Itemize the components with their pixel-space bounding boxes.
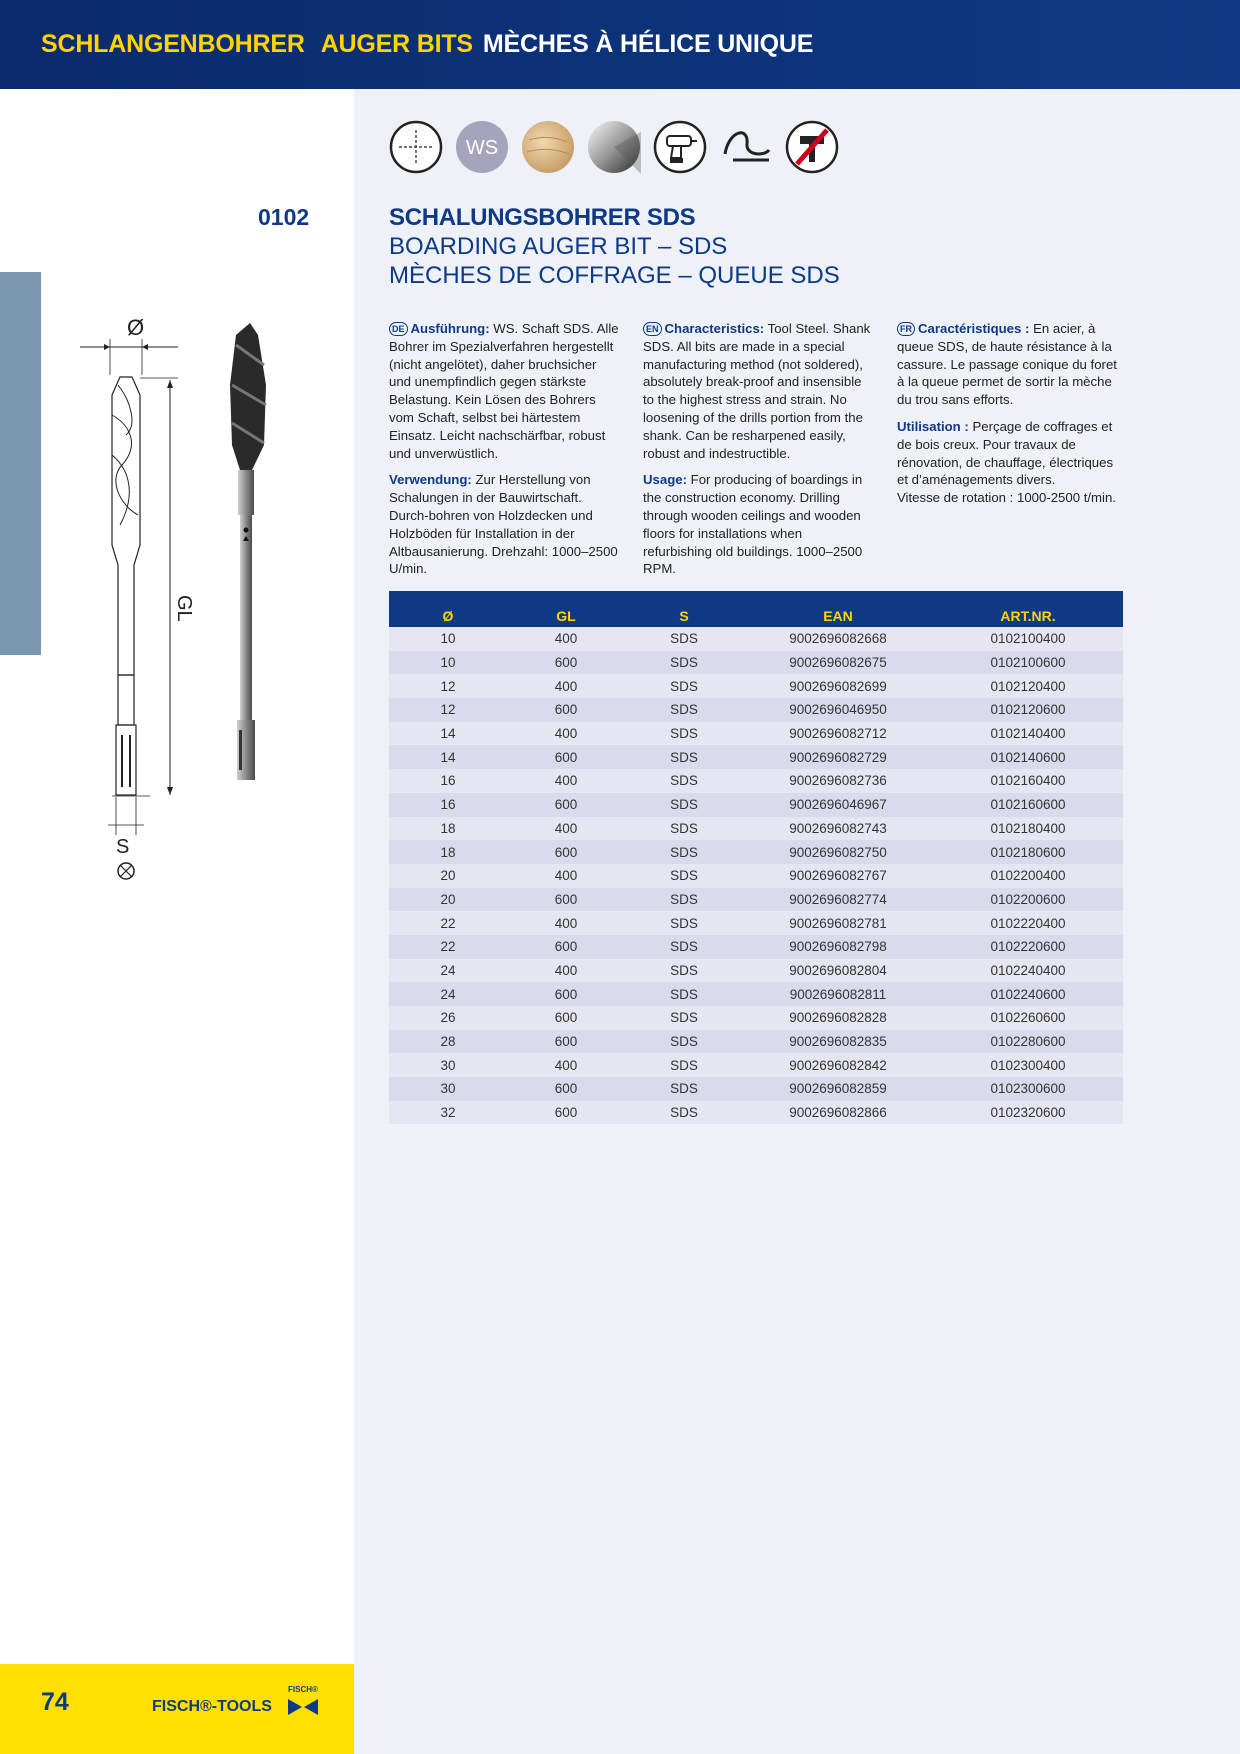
table-cell: 14 [389, 722, 507, 746]
table-cell: 10 [389, 627, 507, 651]
table-cell: 600 [507, 840, 625, 864]
table-cell: 12 [389, 698, 507, 722]
table-cell: SDS [625, 698, 743, 722]
table-cell: SDS [625, 935, 743, 959]
table-row [389, 1077, 1123, 1101]
drill-icon [653, 120, 707, 174]
table-cell: SDS [625, 769, 743, 793]
table-cell: 9002696082729 [743, 745, 933, 769]
feature-icons [389, 120, 839, 174]
side-tab [0, 272, 41, 655]
drill-technical-drawing [60, 305, 300, 885]
table-body [389, 627, 1123, 1124]
brand-name: FISCH®-TOOLS [152, 1698, 272, 1715]
table-cell: 0102300600 [933, 1077, 1123, 1101]
table-cell: 16 [389, 793, 507, 817]
section-title-de: SCHLANGENBOHRER [41, 30, 305, 58]
ws-icon [455, 120, 509, 174]
table-cell: 9002696082804 [743, 959, 933, 983]
desc-de-p2-label: Verwendung: [389, 472, 472, 488]
table-cell: 0102100400 [933, 627, 1123, 651]
desc-en-p1-label: Characteristics: [664, 321, 765, 336]
table-cell: 9002696082828 [743, 1006, 933, 1030]
section-title-en: AUGER BITS [320, 30, 473, 58]
table-cell: 600 [507, 1101, 625, 1125]
table-cell: 0102220400 [933, 911, 1123, 935]
page-footer [0, 1664, 354, 1754]
table-cell: 16 [389, 769, 507, 793]
table-cell: 0102280600 [933, 1030, 1123, 1054]
table-cell: SDS [625, 1053, 743, 1077]
desc-fr-p1-label: Caractéristiques : [918, 321, 1030, 336]
product-table [389, 591, 1123, 1124]
table-cell: 600 [507, 982, 625, 1006]
col-header-diameter: Ø [389, 591, 507, 627]
table-cell: 30 [389, 1053, 507, 1077]
desc-de-p2-text: Zur Herstellung von Schalungen in der Bauwirtschaft. Durch-bohren von Holzdecken und Holzböden für Installation in der Altbausanierung. Drehzahl: 1000–2500 U/min. [389, 472, 618, 577]
table-cell: 9002696082842 [743, 1053, 933, 1077]
logo-text: FISCH® [288, 1685, 318, 1694]
desc-de-p1-label: Ausführung: [410, 321, 490, 336]
table-cell: 400 [507, 769, 625, 793]
table-row [389, 911, 1123, 935]
table-cell: 0102120600 [933, 698, 1123, 722]
table-cell: 400 [507, 674, 625, 698]
table-cell: 20 [389, 888, 507, 912]
col-header-art-nr: ART.NR. [933, 591, 1123, 627]
table-cell: 9002696082781 [743, 911, 933, 935]
fisch-logo-icon [286, 1685, 326, 1719]
table-cell: 0102220600 [933, 935, 1123, 959]
table-cell: 9002696082767 [743, 864, 933, 888]
table-cell: 9002696046950 [743, 698, 933, 722]
table-cell: 600 [507, 745, 625, 769]
table-cell: 0102200600 [933, 888, 1123, 912]
table-cell: 0102240400 [933, 959, 1123, 983]
table-cell: SDS [625, 864, 743, 888]
table-cell: SDS [625, 911, 743, 935]
table-row [389, 840, 1123, 864]
table-cell: 9002696082668 [743, 627, 933, 651]
table-cell: 400 [507, 959, 625, 983]
table-cell: 28 [389, 1030, 507, 1054]
table-cell: 0102200400 [933, 864, 1123, 888]
table-cell: 0102240600 [933, 982, 1123, 1006]
table-cell: 18 [389, 840, 507, 864]
table-cell: 9002696082811 [743, 982, 933, 1006]
table-cell: 9002696082798 [743, 935, 933, 959]
desc-de-p1-text: WS. Schaft SDS. Alle Bohrer im Spezialverfahren hergestellt (nicht angelötet), daher bruchsicher und unempfindlich gegen stärkste Belastung. Kein Lösen des Bohrers vom Schaft, selbst bei härtestem Einsatz. Leicht nachschärfbar, robust und unverwüstlich. [389, 321, 619, 461]
table-row [389, 745, 1123, 769]
table-cell: 9002696082866 [743, 1101, 933, 1125]
table-row [389, 817, 1123, 841]
table-cell: 400 [507, 817, 625, 841]
table-cell: 0102260600 [933, 1006, 1123, 1030]
table-cell: 0102100600 [933, 651, 1123, 675]
table-row [389, 1030, 1123, 1054]
no-hammer-icon [785, 120, 839, 174]
crosshair-icon [389, 120, 443, 174]
gl-label: GL [173, 595, 195, 622]
table-cell: SDS [625, 888, 743, 912]
table-row [389, 722, 1123, 746]
lang-badge-fr: FR [897, 322, 915, 336]
table-cell: SDS [625, 674, 743, 698]
table-row [389, 888, 1123, 912]
table-cell: 32 [389, 1101, 507, 1125]
table-cell: SDS [625, 651, 743, 675]
table-cell: 14 [389, 745, 507, 769]
table-cell: 0102160400 [933, 769, 1123, 793]
table-cell: 600 [507, 651, 625, 675]
table-row [389, 1053, 1123, 1077]
table-cell: 600 [507, 793, 625, 817]
auger-tip-icon [719, 120, 773, 174]
table-cell: 0102120400 [933, 674, 1123, 698]
table-cell: 0102140600 [933, 745, 1123, 769]
desc-fr-p2-text: Perçage de coffrages et de bois creux. Pour travaux de rénovation, de chauffage, électriques et d’aménagements divers. [897, 418, 1114, 488]
table-cell: SDS [625, 1077, 743, 1101]
table-cell: 400 [507, 911, 625, 935]
col-header-gl: GL [507, 591, 625, 627]
table-cell: 10 [389, 651, 507, 675]
product-title [389, 203, 840, 290]
table-cell: 600 [507, 1030, 625, 1054]
table-cell: SDS [625, 817, 743, 841]
table-cell: 20 [389, 864, 507, 888]
lang-badge-de: DE [389, 322, 408, 336]
desc-fr-p2-label: Utilisation : [897, 418, 969, 434]
table-cell: 9002696082675 [743, 651, 933, 675]
table-cell: 24 [389, 982, 507, 1006]
table-row [389, 793, 1123, 817]
table-cell: 9002696082712 [743, 722, 933, 746]
table-row [389, 1006, 1123, 1030]
section-title [41, 30, 813, 59]
table-cell: 0102180400 [933, 817, 1123, 841]
table-cell: 9002696046967 [743, 793, 933, 817]
table-row [389, 769, 1123, 793]
col-header-ean: EAN [743, 591, 933, 627]
table-cell: SDS [625, 959, 743, 983]
table-cell: 600 [507, 1077, 625, 1101]
table-cell: 600 [507, 935, 625, 959]
table-cell: 0102160600 [933, 793, 1123, 817]
diameter-label: Ø [127, 315, 145, 340]
table-row [389, 698, 1123, 722]
table-cell: 600 [507, 1006, 625, 1030]
table-cell: 9002696082699 [743, 674, 933, 698]
product-code: 0102 [258, 204, 310, 230]
table-cell: 22 [389, 911, 507, 935]
product-title-de: SCHALUNGSBOHRER SDS [389, 204, 696, 231]
description-en [643, 320, 873, 587]
section-title-fr: MÈCHES À HÉLICE UNIQUE [482, 30, 814, 58]
table-cell: SDS [625, 793, 743, 817]
table-row [389, 674, 1123, 698]
wood-icon [521, 120, 575, 174]
metal-icon [587, 120, 641, 174]
table-cell: 600 [507, 888, 625, 912]
product-title-fr: MÈCHES DE COFFRAGE – QUEUE SDS [389, 262, 840, 289]
table-row [389, 959, 1123, 983]
table-row [389, 627, 1123, 651]
table-row [389, 651, 1123, 675]
table-cell: SDS [625, 840, 743, 864]
desc-fr-p1-text: En acier, à queue SDS, de haute résistance à la cassure. Le passage conique du foret à la queue permet de sortir la mèche du trou sans efforts. [897, 321, 1117, 408]
table-cell: 0102140400 [933, 722, 1123, 746]
table-cell: SDS [625, 1101, 743, 1125]
table-cell: 24 [389, 959, 507, 983]
description-fr [897, 320, 1121, 516]
s-label: S [116, 836, 130, 858]
table-cell: 9002696082736 [743, 769, 933, 793]
table-cell: SDS [625, 982, 743, 1006]
table-cell: 600 [507, 698, 625, 722]
table-cell: 22 [389, 935, 507, 959]
table-cell: 400 [507, 627, 625, 651]
table-cell: 400 [507, 722, 625, 746]
desc-fr-p3-text: Vitesse de rotation : 1000-2500 t/min. [897, 490, 1116, 506]
table-cell: 30 [389, 1077, 507, 1101]
table-cell: SDS [625, 627, 743, 651]
table-cell: 400 [507, 864, 625, 888]
table-cell: 0102320600 [933, 1101, 1123, 1125]
desc-en-p2-label: Usage: [643, 472, 687, 488]
table-cell: SDS [625, 722, 743, 746]
product-title-en: BOARDING AUGER BIT – SDS [389, 233, 728, 260]
table-cell: 9002696082774 [743, 888, 933, 912]
table-cell: SDS [625, 1006, 743, 1030]
table-cell: 400 [507, 1053, 625, 1077]
page-number: 74 [41, 1688, 69, 1716]
desc-en-p2-text: For producing of boardings in the construction economy. Drilling through wooden ceilings and wooden floors for installations when refurbishing old buildings. 1000–2500 RPM. [643, 472, 863, 577]
table-cell: 9002696082743 [743, 817, 933, 841]
page-header [0, 0, 1240, 89]
table-cell: 9002696082835 [743, 1030, 933, 1054]
description-de [389, 320, 619, 587]
table-cell: SDS [625, 745, 743, 769]
table-header-row [389, 591, 1123, 627]
table-cell: 0102180600 [933, 840, 1123, 864]
desc-en-p1-text: Tool Steel. Shank SDS. All bits are made in a special manufacturing method (not soldered), absolutely break-proof and insensible to the highest stress and strain. No loosening of the drills portion from the shank. Can be resharpened easily, robust and indestructible. [643, 321, 871, 461]
table-row [389, 982, 1123, 1006]
table-cell: 0102300400 [933, 1053, 1123, 1077]
table-cell: 12 [389, 674, 507, 698]
table-cell: 9002696082859 [743, 1077, 933, 1101]
table-row [389, 864, 1123, 888]
table-cell: 26 [389, 1006, 507, 1030]
ws-icon-label: WS [465, 137, 499, 159]
table-cell: SDS [625, 1030, 743, 1054]
table-cell: 18 [389, 817, 507, 841]
table-cell: 9002696082750 [743, 840, 933, 864]
table-row [389, 1101, 1123, 1125]
lang-badge-en: EN [643, 322, 662, 336]
col-header-s: S [625, 591, 743, 627]
table-row [389, 935, 1123, 959]
